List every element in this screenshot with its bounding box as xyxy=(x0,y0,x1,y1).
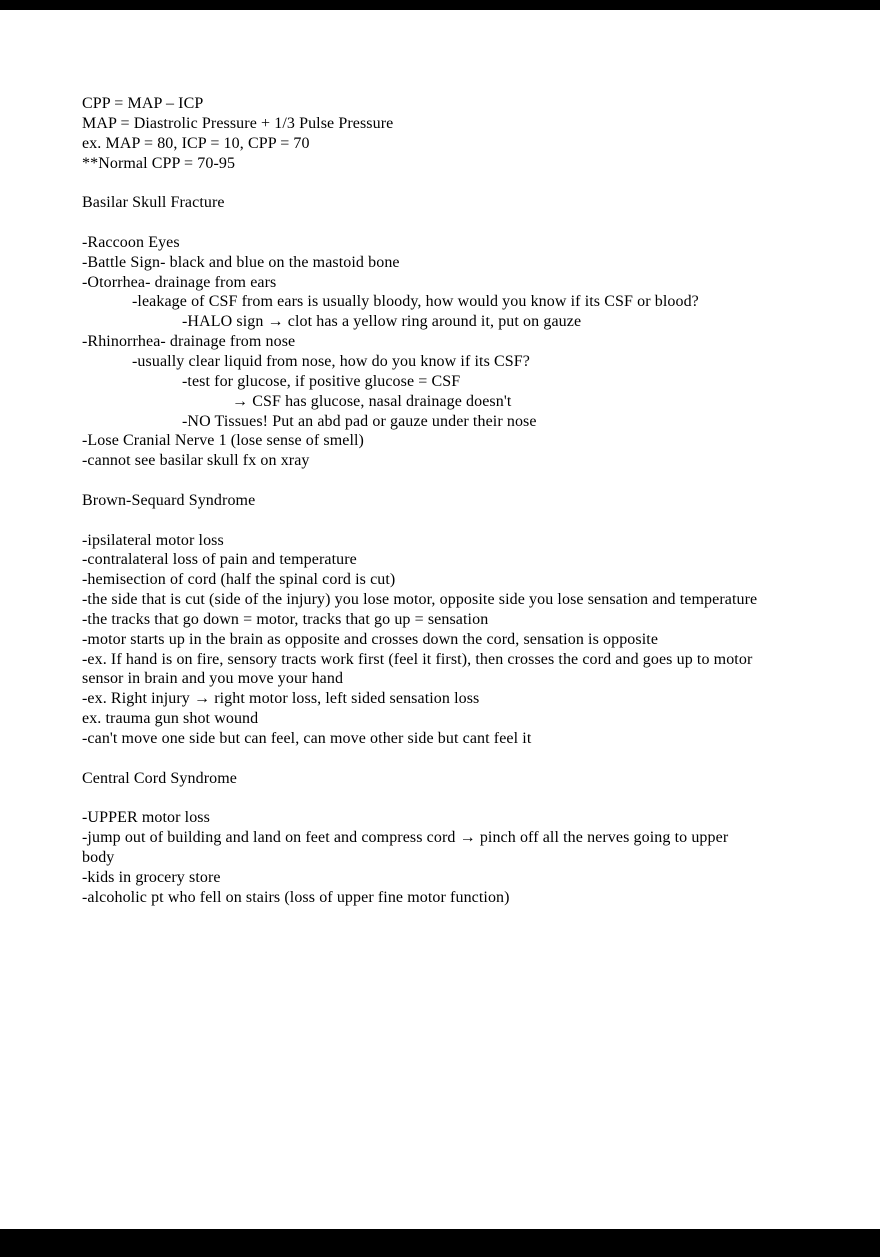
text-line: -test for glucose, if positive glucose = CSF xyxy=(182,372,461,390)
text-line: -usually clear liquid from nose, how do you know if its CSF? xyxy=(132,352,530,370)
text-line: -Otorrhea- drainage from ears xyxy=(82,273,277,291)
example-line: ex. trauma gun shot wound xyxy=(82,710,259,728)
example-line: ex. MAP = 80, ICP = 10, CPP = 70 xyxy=(82,134,310,152)
text-line: -the side that is cut (side of the injury) you lose motor, opposite side you lose sensation and temperature xyxy=(82,591,758,609)
text-line: -hemisection of cord (half the spinal cord is cut) xyxy=(82,571,396,589)
text-line: -alcoholic pt who fell on stairs (loss of upper fine motor function) xyxy=(82,888,510,906)
text-line: -Lose Cranial Nerve 1 (lose sense of smell) xyxy=(82,432,364,450)
text-line: -motor starts up in the brain as opposite and crosses down the cord, sensation is opposite xyxy=(82,630,659,648)
text-line: -Rhinorrhea- drainage from nose xyxy=(82,333,296,351)
text-line: -Raccoon Eyes xyxy=(82,233,180,251)
blank-line xyxy=(82,511,804,531)
blank-line xyxy=(82,213,804,233)
text-line-wrap: sensor in brain and you move your hand xyxy=(82,670,344,688)
document-content xyxy=(82,94,804,908)
blank-line xyxy=(82,471,804,491)
text-line: -UPPER motor loss xyxy=(82,809,210,827)
text-line: -ex. Right injury → right motor loss, left sided sensation loss xyxy=(82,690,480,708)
formula-line: CPP = MAP – ICP xyxy=(82,95,204,112)
blank-line xyxy=(82,749,804,769)
text-line: -NO Tissues! Put an abd pad or gauze under their nose xyxy=(182,412,537,430)
text-line: -the tracks that go down = motor, tracks that go up = sensation xyxy=(82,610,489,628)
text-line-wrap: body xyxy=(82,849,115,867)
text-line: → CSF has glucose, nasal drainage doesn't xyxy=(232,392,512,410)
document-page xyxy=(0,10,880,1229)
section-heading: Brown-Sequard Syndrome xyxy=(82,491,256,509)
blank-line xyxy=(82,789,804,809)
section-heading: Basilar Skull Fracture xyxy=(82,194,225,212)
formula-line: MAP = Diastrolic Pressure + 1/3 Pulse Pressure xyxy=(82,114,394,132)
text-line: -leakage of CSF from ears is usually bloody, how would you know if its CSF or blood? xyxy=(132,293,699,311)
section-heading: Central Cord Syndrome xyxy=(82,769,237,787)
text-line: -HALO sign → clot has a yellow ring around it, put on gauze xyxy=(182,313,582,331)
text-line: -ex. If hand is on fire, sensory tracts work first (feel it first), then crosses the cord and goes up to motor xyxy=(82,650,753,668)
text-line: -Battle Sign- black and blue on the mastoid bone xyxy=(82,253,400,271)
text-line: -kids in grocery store xyxy=(82,868,221,886)
text-line: -cannot see basilar skull fx on xray xyxy=(82,452,310,470)
text-line: -can't move one side but can feel, can move other side but cant feel it xyxy=(82,730,532,747)
blank-line xyxy=(82,173,804,193)
text-line: -jump out of building and land on feet and compress cord → pinch off all the nerves going to upper xyxy=(82,829,729,847)
text-line: -ipsilateral motor loss xyxy=(82,531,224,549)
note-line: **Normal CPP = 70-95 xyxy=(82,154,236,172)
text-line: -contralateral loss of pain and temperature xyxy=(82,551,357,569)
